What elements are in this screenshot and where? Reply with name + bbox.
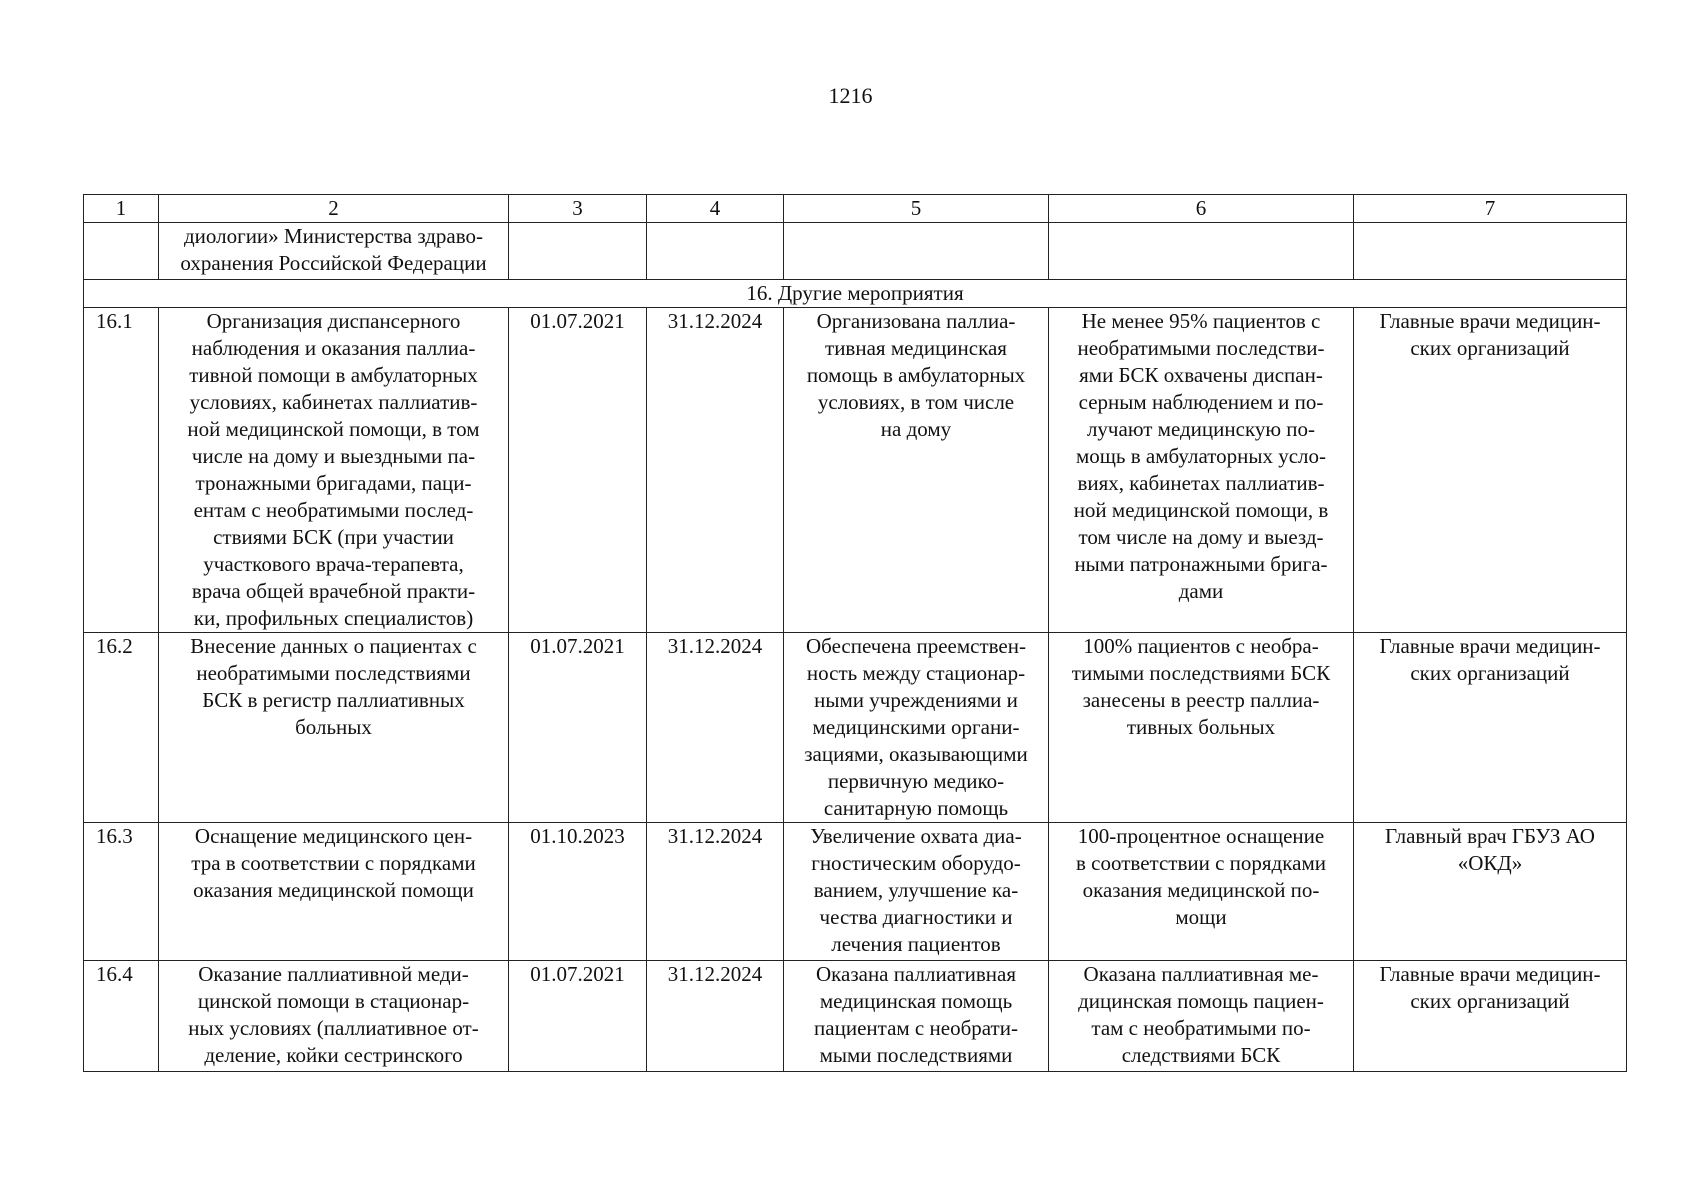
responsible-cell <box>1354 823 1627 961</box>
indicator-cell <box>1049 961 1354 1072</box>
text-line: помощь в амбулаторных <box>806 363 1026 387</box>
text-line: ванием, улучшение ка- <box>813 878 1019 902</box>
continuation-row <box>84 223 1627 280</box>
empty-cell <box>784 223 1049 280</box>
text-line: необратимыми последстви- <box>1077 336 1325 360</box>
text-line: Организация диспансерного <box>206 309 461 333</box>
end-date: 31.12.2024 <box>647 961 784 1072</box>
text-line: том числе на дому и выезд- <box>1078 525 1324 549</box>
measures-table <box>83 194 1627 1072</box>
result-cell <box>784 308 1049 633</box>
text-line: дами <box>1178 579 1224 603</box>
text-line: там с необратимыми по- <box>1091 1016 1311 1040</box>
text-line: ствиями БСК (при участии <box>213 525 454 549</box>
start-date: 01.07.2021 <box>509 633 647 823</box>
start-date: 01.10.2023 <box>509 823 647 961</box>
text-line: ентам с необратимыми послед- <box>193 498 474 522</box>
text-line: ной медицинской помощи, в <box>1073 498 1329 522</box>
text-line: Оказана паллиативная ме- <box>1083 962 1319 986</box>
text-line: ной медицинской помощи, в том <box>187 417 480 441</box>
text-line: 100-процентное оснащение <box>1077 824 1325 848</box>
text-line: тимыми последствиями БСК <box>1071 661 1331 685</box>
text-line: ными патронажными брига- <box>1074 552 1328 576</box>
start-date: 01.07.2021 <box>509 961 647 1072</box>
text-line: мощи <box>1175 905 1227 929</box>
text-line: Главные врачи медицин- <box>1379 309 1601 333</box>
text-line: 100% пациентов с необра- <box>1083 634 1319 658</box>
responsible-cell <box>1354 961 1627 1072</box>
text-line: лечения пациентов <box>831 932 1001 956</box>
event-cell <box>159 823 509 961</box>
text-line: первичную медико- <box>827 769 1005 793</box>
column-number-cell: 7 <box>1354 195 1627 223</box>
text-line: серным наблюдением и по- <box>1078 390 1324 414</box>
text-line: зациями, оказывающими <box>804 742 1028 766</box>
text-line: медицинская помощь <box>819 989 1013 1013</box>
text-line: гностическим оборудо- <box>811 851 1021 875</box>
text-line: ки, профильных специалистов) <box>193 606 474 630</box>
column-number-cell: 6 <box>1049 195 1354 223</box>
start-date: 01.07.2021 <box>509 308 647 633</box>
result-cell <box>784 823 1049 961</box>
text-line: ных условиях (паллиативное от- <box>188 1016 479 1040</box>
text-line: Оказание паллиативной меди- <box>198 962 469 986</box>
text-line: участкового врача-терапевта, <box>203 552 464 576</box>
event-cell <box>159 633 509 823</box>
text-line: Не менее 95% пациентов с <box>1081 309 1321 333</box>
end-date: 31.12.2024 <box>647 308 784 633</box>
text-line: Организована паллиа- <box>816 309 1016 333</box>
text-line: условиях, в том числе <box>817 390 1015 414</box>
table-row <box>84 633 1627 823</box>
table-row <box>84 308 1627 633</box>
indicator-cell <box>1049 633 1354 823</box>
text-line: тра в соответствии с порядками <box>191 851 476 875</box>
text-line: Обеспечена преемствен- <box>806 634 1026 658</box>
empty-cell <box>1049 223 1354 280</box>
end-date: 31.12.2024 <box>647 633 784 823</box>
text-line: мощь в амбулаторных усло- <box>1075 444 1327 468</box>
table-row <box>84 823 1627 961</box>
responsible-cell <box>1354 633 1627 823</box>
row-number: 16.3 <box>84 823 159 961</box>
row-number: 16.1 <box>84 308 159 633</box>
text-line: тивная медицинская <box>825 336 1007 360</box>
text-line: «ОКД» <box>1457 851 1523 875</box>
text-line: тивной помощи в амбулаторных <box>189 363 478 387</box>
text-line: условиях, кабинетах паллиатив- <box>189 390 478 414</box>
column-number-row <box>84 195 1627 223</box>
text-line: Главные врачи медицин- <box>1379 962 1601 986</box>
empty-cell <box>84 223 159 280</box>
text-line: БСК в регистр паллиативных <box>202 688 465 712</box>
text-line: диологии» Министерства здраво- <box>183 224 484 248</box>
text-line: деление, койки сестринского <box>204 1043 463 1067</box>
text-line: занесены в реестр паллиа- <box>1082 688 1320 712</box>
text-line: мыми последствиями <box>819 1043 1013 1067</box>
text-line: ских организаций <box>1410 989 1570 1013</box>
text-line: пациентам с необрати- <box>814 1016 1018 1040</box>
indicator-cell <box>1049 823 1354 961</box>
table-row <box>84 961 1627 1072</box>
text-line: санитарную помощь <box>823 796 1009 820</box>
indicator-cell <box>1049 308 1354 633</box>
text-line: оказания медицинской по- <box>1082 878 1320 902</box>
text-line: Оснащение медицинского цен- <box>194 824 473 848</box>
responsible-cell <box>1354 308 1627 633</box>
event-cell <box>159 961 509 1072</box>
text-line: Главные врачи медицин- <box>1379 634 1601 658</box>
column-number-cell: 4 <box>647 195 784 223</box>
continuation-event-cell <box>159 223 509 280</box>
text-line: дицинская помощь пациен- <box>1078 989 1324 1013</box>
result-cell <box>784 633 1049 823</box>
text-line: Внесение данных о пациентах с <box>190 634 477 658</box>
section-row <box>84 280 1627 308</box>
text-line: тронажными бригадами, паци- <box>195 471 472 495</box>
empty-cell <box>1354 223 1627 280</box>
text-line: лучают медицинскую по- <box>1086 417 1316 441</box>
text-line: ными учреждениями и <box>814 688 1018 712</box>
text-line: числе на дому и выездными па- <box>191 444 476 468</box>
text-line: охранения Российской Федерации <box>180 251 487 275</box>
text-line: тивных больных <box>1126 715 1276 739</box>
text-line: на дому <box>880 417 952 441</box>
column-number-cell: 5 <box>784 195 1049 223</box>
text-line: в соответствии с порядками <box>1076 851 1326 875</box>
text-line: чества диагностики и <box>819 905 1013 929</box>
text-line: оказания медицинской помощи <box>193 878 474 902</box>
event-cell <box>159 308 509 633</box>
text-line: больных <box>295 715 372 739</box>
text-line: Оказана паллиативная <box>815 962 1017 986</box>
text-line: ность между стационар- <box>806 661 1026 685</box>
page-number: 1216 <box>828 83 873 108</box>
text-line: виях, кабинетах паллиатив- <box>1077 471 1325 495</box>
text-line: необратимыми последствиями <box>196 661 471 685</box>
text-line: врача общей врачебной практи- <box>191 579 476 603</box>
column-number-cell: 2 <box>159 195 509 223</box>
text-line: Увеличение охвата диа- <box>810 824 1022 848</box>
empty-cell <box>647 223 784 280</box>
section-title: 16. Другие мероприятия <box>84 280 1627 308</box>
text-line: наблюдения и оказания паллиа- <box>191 336 476 360</box>
text-line: цинской помощи в стационар- <box>197 989 470 1013</box>
end-date: 31.12.2024 <box>647 823 784 961</box>
text-line: ских организаций <box>1410 336 1570 360</box>
row-number: 16.2 <box>84 633 159 823</box>
empty-cell <box>509 223 647 280</box>
text-line: ских организаций <box>1410 661 1570 685</box>
result-cell <box>784 961 1049 1072</box>
text-line: ями БСК охвачены диспан- <box>1079 363 1323 387</box>
row-number: 16.4 <box>84 961 159 1072</box>
column-number-cell: 1 <box>84 195 159 223</box>
text-line: медицинскими органи- <box>812 715 1020 739</box>
text-line: следствиями БСК <box>1121 1043 1281 1067</box>
text-line: Главный врач ГБУЗ АО <box>1385 824 1595 848</box>
column-number-cell: 3 <box>509 195 647 223</box>
